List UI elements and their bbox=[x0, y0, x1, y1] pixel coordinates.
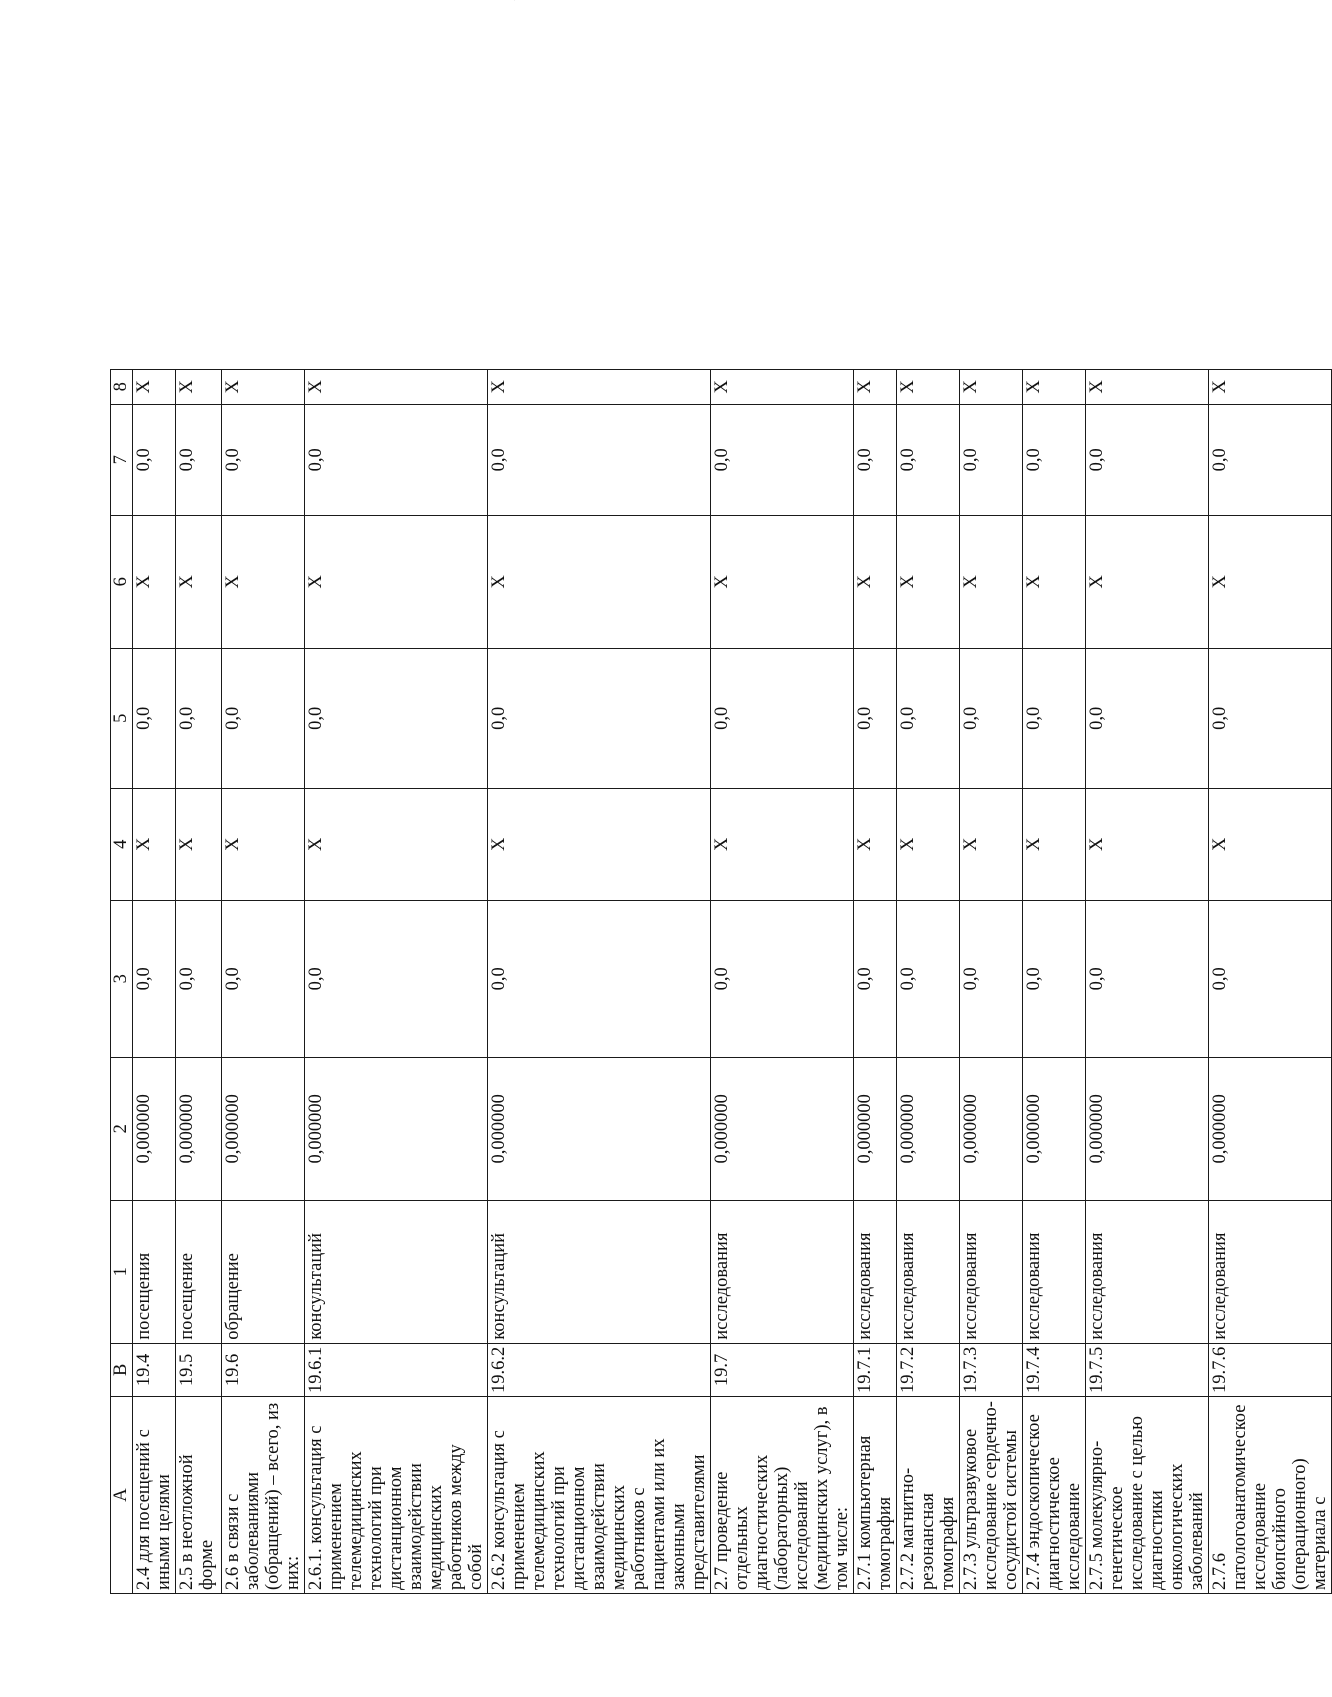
table-cell-col-4: Х bbox=[1086, 788, 1209, 900]
table-cell-col-1: исследования bbox=[854, 1200, 897, 1343]
table-cell-col-a: 2.7.1 компьютерная томография bbox=[854, 1397, 897, 1594]
table-cell-col-4: Х bbox=[1023, 788, 1086, 900]
table-cell-col-1: консультаций bbox=[305, 1200, 488, 1343]
table-row bbox=[222, 369, 305, 1593]
table-cell-col-1: посещение bbox=[176, 1200, 222, 1343]
table-cell-col-7: 0,0 bbox=[133, 404, 176, 515]
table-cell-col-4: Х bbox=[960, 788, 1023, 900]
table-cell-col-5: 0,0 bbox=[897, 648, 960, 788]
table-cell-col-2: 0,000000 bbox=[1023, 1057, 1086, 1200]
table-cell-col-3: 0,0 bbox=[897, 900, 960, 1057]
table-cell-col-6: Х bbox=[960, 515, 1023, 648]
table-cell-col-8: Х bbox=[1023, 369, 1086, 404]
table-cell-col-6: Х bbox=[1209, 515, 1332, 648]
table-cell-col-8: Х bbox=[854, 369, 897, 404]
data-table bbox=[110, 369, 1332, 1594]
table-cell-col-4: Х bbox=[711, 788, 854, 900]
table-cell-col-7: 0,0 bbox=[222, 404, 305, 515]
header-cell: 4 bbox=[111, 788, 133, 900]
table-cell-col-b: 19.7.6 bbox=[1209, 1343, 1332, 1396]
table-cell-col-7: 0,0 bbox=[176, 404, 222, 515]
table-row bbox=[960, 369, 1023, 1593]
table-cell-col-4: Х bbox=[305, 788, 488, 900]
table-cell-col-a: 2.7.2 магнитно-резонансная томография bbox=[897, 1397, 960, 1594]
table-cell-col-b: 19.7 bbox=[711, 1343, 854, 1396]
table-cell-col-7: 0,0 bbox=[305, 404, 488, 515]
table-cell-col-b: 19.6.2 bbox=[488, 1343, 711, 1396]
table-cell-col-2: 0,000000 bbox=[897, 1057, 960, 1200]
table-cell-col-1: исследования bbox=[1023, 1200, 1086, 1343]
table-cell-col-3: 0,0 bbox=[960, 900, 1023, 1057]
table-cell-col-6: Х bbox=[222, 515, 305, 648]
table-cell-col-3: 0,0 bbox=[133, 900, 176, 1057]
table-row bbox=[133, 369, 176, 1593]
table-cell-col-5: 0,0 bbox=[1086, 648, 1209, 788]
table-cell-col-8: Х bbox=[176, 369, 222, 404]
table-cell-col-3: 0,0 bbox=[222, 900, 305, 1057]
header-cell: А bbox=[111, 1397, 133, 1594]
table-cell-col-1: исследования bbox=[1086, 1200, 1209, 1343]
table-cell-col-2: 0,000000 bbox=[133, 1057, 176, 1200]
header-cell: 8 bbox=[111, 369, 133, 404]
table-cell-col-a: 2.6.2 консультация с применением телемедицинских технологий при дистанционном взаимодействии медицинских работников с пациентами или их законными представителями bbox=[488, 1397, 711, 1594]
table-cell-col-a: 2.6.1. консультация с применением телемедицинских технологий при дистанционном взаимодействии медицинских работников между собой bbox=[305, 1397, 488, 1594]
table-cell-col-6: Х bbox=[854, 515, 897, 648]
table-cell-col-6: Х bbox=[897, 515, 960, 648]
table-cell-col-2: 0,000000 bbox=[1086, 1057, 1209, 1200]
table-cell-col-b: 19.4 bbox=[133, 1343, 176, 1396]
table-cell-col-3: 0,0 bbox=[488, 900, 711, 1057]
table-cell-col-4: Х bbox=[854, 788, 897, 900]
table-cell-col-7: 0,0 bbox=[960, 404, 1023, 515]
table-cell-col-1: исследования bbox=[1209, 1200, 1332, 1343]
header-cell: В bbox=[111, 1343, 133, 1396]
table-row bbox=[854, 369, 897, 1593]
table-cell-col-6: Х bbox=[305, 515, 488, 648]
table-row bbox=[176, 369, 222, 1593]
table-cell-col-5: 0,0 bbox=[854, 648, 897, 788]
table-cell-col-b: 19.6.1 bbox=[305, 1343, 488, 1396]
table-cell-col-8: Х bbox=[305, 369, 488, 404]
table-cell-col-b: 19.7.3 bbox=[960, 1343, 1023, 1396]
table-cell-col-a: 2.4 для посещений с иными целями bbox=[133, 1397, 176, 1594]
table-cell-col-4: Х bbox=[222, 788, 305, 900]
table-cell-col-1: исследования bbox=[897, 1200, 960, 1343]
header-cell: 3 bbox=[111, 900, 133, 1057]
table-cell-col-8: Х bbox=[960, 369, 1023, 404]
table-cell-col-a: 2.7.6 патологоанатомическое исследование биопсийного (операционного) материала с bbox=[1209, 1397, 1332, 1594]
table-cell-col-5: 0,0 bbox=[1209, 648, 1332, 788]
table-cell-col-2: 0,000000 bbox=[711, 1057, 854, 1200]
table-cell-col-5: 0,0 bbox=[222, 648, 305, 788]
table-cell-col-b: 19.7.4 bbox=[1023, 1343, 1086, 1396]
table-cell-col-8: Х bbox=[1086, 369, 1209, 404]
table-cell-col-5: 0,0 bbox=[488, 648, 711, 788]
table-cell-col-8: Х bbox=[222, 369, 305, 404]
table-cell-col-7: 0,0 bbox=[488, 404, 711, 515]
table-cell-col-1: посещения bbox=[133, 1200, 176, 1343]
table-cell-col-6: Х bbox=[1086, 515, 1209, 648]
table-row bbox=[897, 369, 960, 1593]
table-cell-col-6: Х bbox=[711, 515, 854, 648]
table-cell-col-3: 0,0 bbox=[711, 900, 854, 1057]
table-cell-col-3: 0,0 bbox=[305, 900, 488, 1057]
table-cell-col-a: 2.7.3 ультразвуковое исследование сердечно-сосудистой системы bbox=[960, 1397, 1023, 1594]
table-cell-col-3: 0,0 bbox=[1209, 900, 1332, 1057]
table-row bbox=[1023, 369, 1086, 1593]
table-cell-col-6: Х bbox=[488, 515, 711, 648]
table-cell-col-7: 0,0 bbox=[897, 404, 960, 515]
table-cell-col-7: 0,0 bbox=[711, 404, 854, 515]
table-cell-col-8: Х bbox=[133, 369, 176, 404]
table-cell-col-a: 2.6 в связи с заболеваниями (обращений) – всего, из них: bbox=[222, 1397, 305, 1594]
table-cell-col-a: 2.7.5 молекулярно-генетическое исследование с целью диагностики онкологических заболеваний bbox=[1086, 1397, 1209, 1594]
table-cell-col-1: обращение bbox=[222, 1200, 305, 1343]
table-cell-col-2: 0,000000 bbox=[176, 1057, 222, 1200]
table-cell-col-5: 0,0 bbox=[960, 648, 1023, 788]
table-cell-col-2: 0,000000 bbox=[854, 1057, 897, 1200]
table-cell-col-b: 19.6 bbox=[222, 1343, 305, 1396]
header-cell: 7 bbox=[111, 404, 133, 515]
table-cell-col-8: Х bbox=[1209, 369, 1332, 404]
table-row bbox=[711, 369, 854, 1593]
header-cell: 1 bbox=[111, 1200, 133, 1343]
table-cell-col-7: 0,0 bbox=[1023, 404, 1086, 515]
table-cell-col-b: 19.7.2 bbox=[897, 1343, 960, 1396]
table-cell-col-3: 0,0 bbox=[1023, 900, 1086, 1057]
table-cell-col-1: консультаций bbox=[488, 1200, 711, 1343]
table-cell-col-6: Х bbox=[176, 515, 222, 648]
table-cell-col-1: исследования bbox=[711, 1200, 854, 1343]
table-cell-col-8: Х bbox=[711, 369, 854, 404]
table-cell-col-7: 0,0 bbox=[854, 404, 897, 515]
table-cell-col-6: Х bbox=[133, 515, 176, 648]
table-cell-col-b: 19.5 bbox=[176, 1343, 222, 1396]
table-cell-col-b: 19.7.5 bbox=[1086, 1343, 1209, 1396]
table-cell-col-2: 0,000000 bbox=[488, 1057, 711, 1200]
table-cell-col-7: 0,0 bbox=[1086, 404, 1209, 515]
table-cell-col-a: 2.5 в неотложной форме bbox=[176, 1397, 222, 1594]
table-cell-col-6: Х bbox=[1023, 515, 1086, 648]
table-cell-col-3: 0,0 bbox=[854, 900, 897, 1057]
table-cell-col-4: Х bbox=[176, 788, 222, 900]
table-header-row bbox=[111, 369, 133, 1593]
table-cell-col-4: Х bbox=[133, 788, 176, 900]
header-cell: 5 bbox=[111, 648, 133, 788]
table-row bbox=[488, 369, 711, 1593]
table-cell-col-5: 0,0 bbox=[176, 648, 222, 788]
table-row bbox=[305, 369, 488, 1593]
table-cell-col-a: 2.7.4 эндоскопическое диагностическое исследование bbox=[1023, 1397, 1086, 1594]
table-cell-col-7: 0,0 bbox=[1209, 404, 1332, 515]
table-cell-col-4: Х bbox=[897, 788, 960, 900]
table-cell-col-2: 0,000000 bbox=[960, 1057, 1023, 1200]
table-cell-col-4: Х bbox=[1209, 788, 1332, 900]
table-cell-col-2: 0,000000 bbox=[305, 1057, 488, 1200]
header-cell: 6 bbox=[111, 515, 133, 648]
table-cell-col-5: 0,0 bbox=[711, 648, 854, 788]
table-cell-col-5: 0,0 bbox=[1023, 648, 1086, 788]
table-row bbox=[1086, 369, 1209, 1593]
table-cell-col-4: Х bbox=[488, 788, 711, 900]
table-cell-col-a: 2.7 проведение отдельных диагностических (лабораторных) исследований (медицинских услуг), в том числе: bbox=[711, 1397, 854, 1594]
table-cell-col-3: 0,0 bbox=[176, 900, 222, 1057]
table-cell-col-5: 0,0 bbox=[133, 648, 176, 788]
table-cell-col-5: 0,0 bbox=[305, 648, 488, 788]
table-cell-col-8: Х bbox=[897, 369, 960, 404]
table-cell-col-b: 19.7.1 bbox=[854, 1343, 897, 1396]
table-cell-col-2: 0,000000 bbox=[1209, 1057, 1332, 1200]
table-cell-col-8: Х bbox=[488, 369, 711, 404]
table-cell-col-3: 0,0 bbox=[1086, 900, 1209, 1057]
table-row bbox=[1209, 369, 1332, 1593]
table-cell-col-2: 0,000000 bbox=[222, 1057, 305, 1200]
table-cell-col-1: исследования bbox=[960, 1200, 1023, 1343]
header-cell: 2 bbox=[111, 1057, 133, 1200]
